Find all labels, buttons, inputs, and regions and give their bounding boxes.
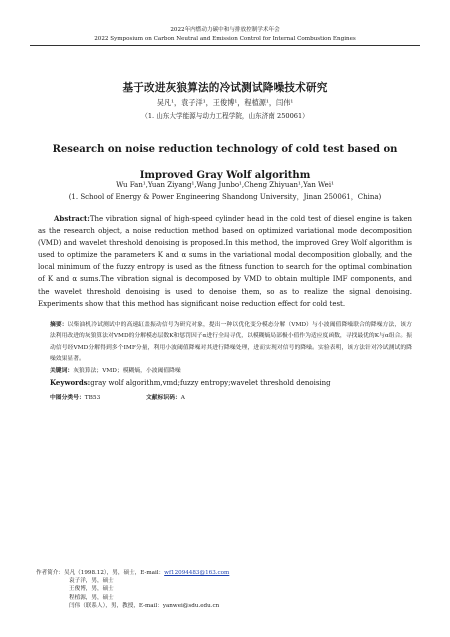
footnote-line: 袁子洋，男，硕士 bbox=[69, 578, 114, 585]
document-code-value: A bbox=[180, 395, 185, 401]
abstract-en-label: Abstract: bbox=[54, 214, 90, 223]
author-info-label: 作者简介： bbox=[36, 570, 64, 576]
abstract-cn-text: 以柴油机冷试测试中的高速缸盖振动信号为研究对象，提出一种以优化变分模态分解（VMD）与小波阈值降噪联合的降噪方法，该方法利用改进的灰狼算法对VMD的分解模态层数K和惩罚因子α进行全局寻优，以模糊熵局部极小值作为适应度函数，寻找最优的K与α组合。振动信号经VMD分解得到多个IMF分量，利用小波阈值降噪对其进行降噪处理，进而实现对信号的降噪。实验表明，该方法针对冷试测试的降噪效果显著。 bbox=[50, 322, 412, 362]
keywords-cn bbox=[50, 365, 181, 374]
conference-name-cn: 2022年内燃动力碳中和与排放控制学术年会 bbox=[170, 27, 280, 33]
affiliation-en: (1. School of Energy & Power Engineering Shandong University，Jinan 250061，China) bbox=[68, 193, 382, 201]
paper-title-en: Research on noise reduction technology of cold test based on Improved Gray Wolf algorithm bbox=[52, 144, 398, 181]
abstract-en bbox=[38, 213, 412, 310]
header-divider bbox=[30, 45, 420, 46]
footnote-line bbox=[36, 569, 229, 577]
author-info-text: 闫伟（联系人），男，教授，E-mail： bbox=[69, 602, 163, 609]
classification-value: TB53 bbox=[84, 395, 101, 401]
abstract-cn-label: 摘要： bbox=[50, 322, 68, 328]
document-code-label: 文献标识码： bbox=[146, 395, 181, 401]
conference-name-en: 2022 Symposium on Carbon Neutral and Emission Control for Internal Combustion Engines bbox=[94, 36, 356, 42]
footnote-line: 王俊博，男，硕士 bbox=[69, 586, 114, 593]
abstract-en-text: The vibration signal of high-speed cylinder head in the cold test of diesel engine is taken as the research object, a noise reduction method based on optimized variational mode decomposition (VMD) and wavelet threshold denoising is proposed.In this method, the improved Grey Wolf algorithm is used to optimize the parameters K and α sums in the variational modal decomposition globally, and the local minimum of the fuzzy entropy is used as the fitness function to search for the optimal combination of K and α sums.The vibration signal is decomposed by VMD to obtain multiple IMF components, and the wavelet threshold denoising is used to denoise them, so as to realize the signal denoising. Experiments show that this method has significant noise reduction effect for cold test. bbox=[38, 215, 412, 308]
keywords-cn-text: 灰狼算法；VMD；模糊熵，小波阈值降噪 bbox=[73, 368, 181, 374]
keywords-cn-label: 关键词： bbox=[50, 368, 74, 374]
classification-number bbox=[50, 392, 100, 401]
author-info-text: 吴凡（1998.12），男，硕士，E-mail： bbox=[63, 570, 165, 576]
abstract-cn bbox=[50, 320, 412, 365]
footnote-line bbox=[36, 602, 229, 610]
classification-label: 中图分类号： bbox=[50, 395, 85, 401]
affiliation-cn: （1. 山东大学能源与动力工程学院，山东济南 250061） bbox=[141, 112, 309, 120]
email-link[interactable]: wf12094483@163.com bbox=[164, 570, 230, 576]
email-text: yanwei@sdu.edu.cn bbox=[162, 602, 220, 609]
keywords-en-text: gray wolf algorithm,vmd;fuzzy entropy;wavelet threshold denoising bbox=[90, 379, 331, 387]
footnote-line: 程植源，男，硕士 bbox=[69, 594, 114, 601]
authors-en: Wu Fan¹,Yuan Ziyang¹,Wang Junbo¹,Cheng Zhiyuan¹,Yan Wei¹ bbox=[116, 181, 334, 189]
author-footnotes bbox=[36, 569, 229, 610]
authors-cn: 吴凡¹，袁子洋¹，王俊博¹，程植源¹，闫伟¹ bbox=[156, 98, 294, 107]
document-code bbox=[146, 392, 185, 401]
keywords-en bbox=[50, 378, 331, 387]
keywords-en-label: Keywords: bbox=[50, 378, 91, 387]
paper-title-cn: 基于改进灰狼算法的冷试测试降噪技术研究 bbox=[122, 82, 328, 94]
